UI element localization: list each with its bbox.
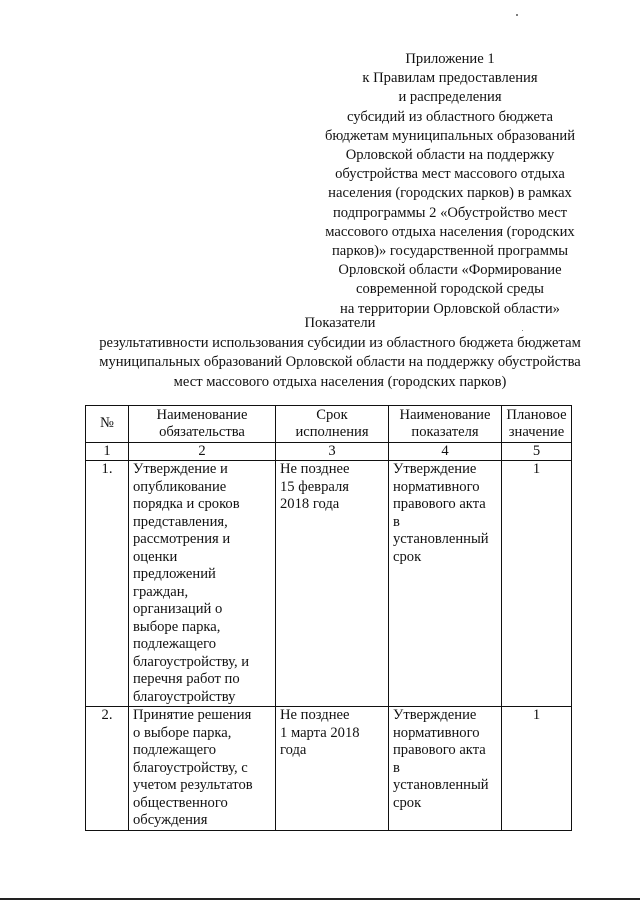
heading-line: муниципальных образований Орловской области на поддержку обустройства	[99, 354, 581, 370]
row-number: 2.	[86, 707, 129, 831]
appendix-line: современной городской среды	[356, 281, 544, 298]
header-obligation: Наименование обязательства	[129, 406, 276, 443]
table-row	[86, 707, 572, 831]
row-deadline: Не позднее 15 февраля 2018 года	[276, 461, 389, 707]
column-number: 3	[276, 443, 389, 461]
column-number: 4	[389, 443, 502, 461]
row-planned-value: 1	[502, 707, 572, 831]
row-planned-value: 1	[502, 461, 572, 707]
appendix-line: подпрограммы 2 «Обустройство мест	[332, 204, 568, 221]
row-indicator: Утверждение нормативного правового акта в установленный срок	[389, 461, 502, 707]
table-header-row	[86, 406, 572, 443]
appendix-line: Орловской области на поддержку	[345, 147, 555, 164]
appendix-line: субсидий из областного бюджета	[346, 108, 554, 125]
appendix-line: к Правилам предоставления	[362, 70, 538, 87]
row-indicator: Утверждение нормативного правового акта в установленный срок	[389, 707, 502, 831]
scan-edge-line	[0, 898, 640, 900]
row-obligation: Принятие решения о выборе парка, подлежащего благоустройству, с учетом результатов общественного обсуждения	[129, 707, 276, 831]
column-number: 2	[129, 443, 276, 461]
scan-speck	[516, 14, 518, 16]
appendix-block	[300, 50, 600, 319]
heading-title: Показатели	[304, 315, 376, 331]
appendix-line: на территории Орловской области»	[340, 300, 560, 317]
appendix-line: обустройства мест массового отдыха	[335, 166, 565, 183]
table-row	[86, 461, 572, 707]
appendix-line: бюджетам муниципальных образований	[324, 127, 576, 144]
appendix-line: Орловской области «Формирование	[338, 262, 562, 279]
appendix-line: населения (городских парков) в рамках	[328, 185, 572, 202]
heading-line: мест массового отдыха населения (городских парков)	[173, 373, 507, 390]
scan-speck	[522, 330, 523, 331]
header-number: №	[86, 406, 129, 443]
header-indicator: Наименование показателя	[389, 406, 502, 443]
document-heading	[40, 314, 640, 392]
header-deadline: Срок исполнения	[276, 406, 389, 443]
column-number: 1	[86, 443, 129, 461]
appendix-line: Приложение 1	[405, 51, 495, 67]
appendix-line: и распределения	[398, 89, 502, 106]
header-planned-value: Плановое значение	[502, 406, 572, 443]
heading-line: результативности использования субсидии из областного бюджета бюджетам	[99, 334, 581, 351]
column-number: 5	[502, 443, 572, 461]
appendix-line: парков)» государственной программы	[331, 243, 569, 260]
row-deadline: Не позднее 1 марта 2018 года	[276, 707, 389, 831]
row-obligation: Утверждение и опубликование порядка и сроков представления, рассмотрения и оценки предложений граждан, организаций о выборе парка, подлежащего благоустройству, и перечня работ по благоустройству	[129, 461, 276, 707]
row-number: 1.	[86, 461, 129, 707]
appendix-line: массового отдыха населения (городских	[325, 223, 575, 240]
results-table	[85, 405, 572, 831]
column-number-row	[86, 443, 572, 461]
